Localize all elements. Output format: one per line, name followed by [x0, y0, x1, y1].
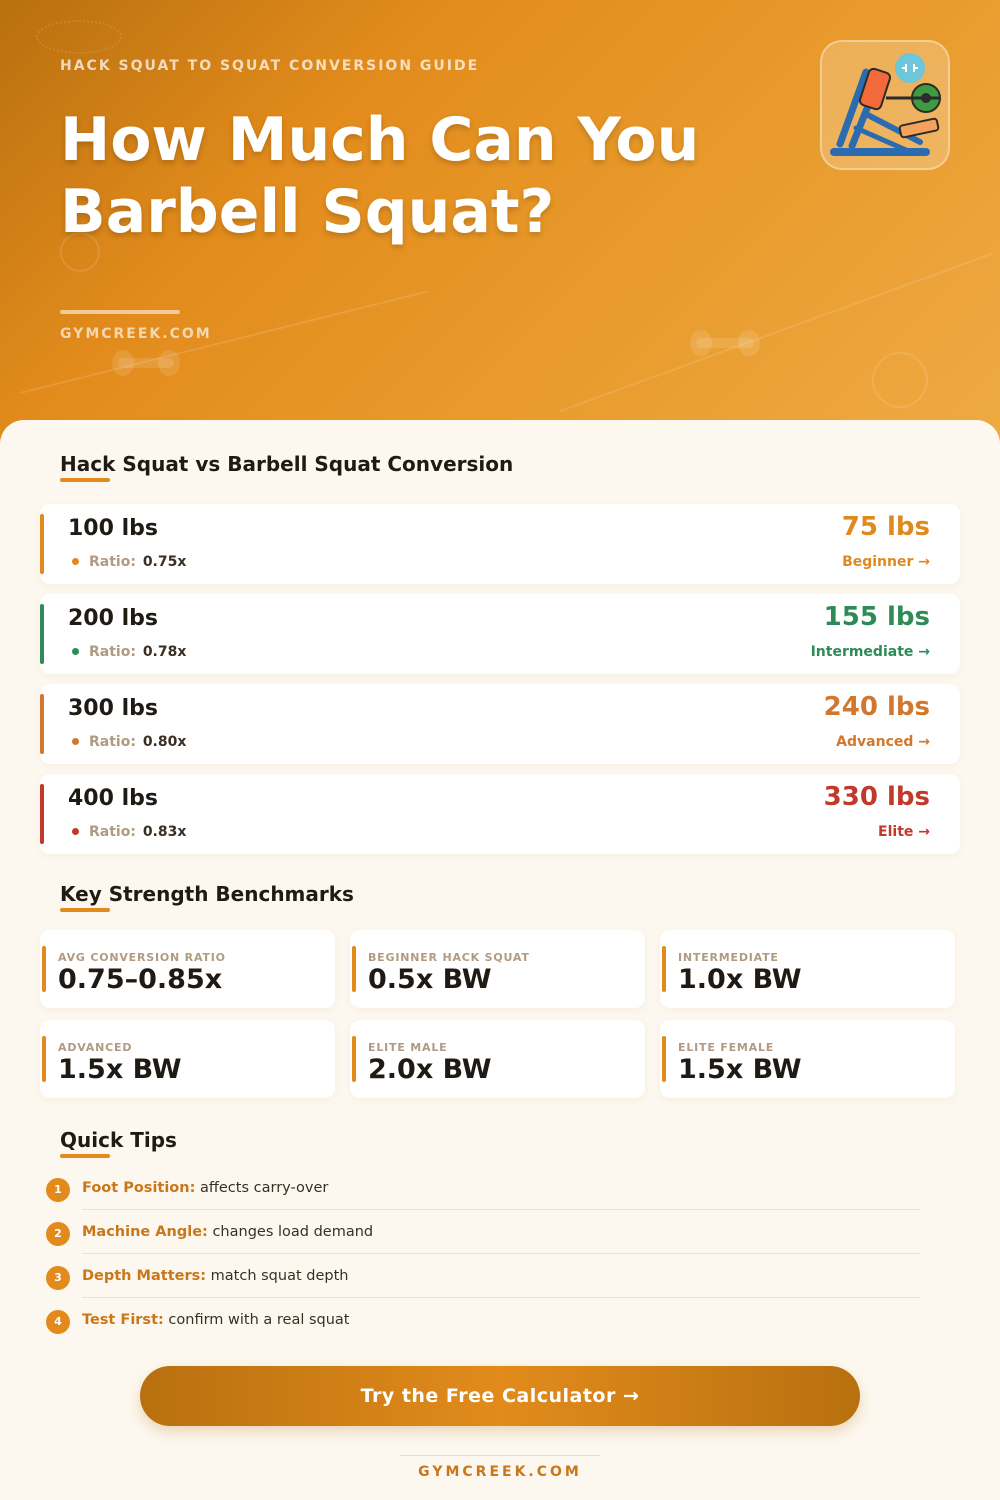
tip-description: changes load demand: [212, 1224, 374, 1240]
barbell-squat-weight: 75 lbs: [841, 512, 930, 542]
tip-number-badge: 1: [46, 1178, 70, 1202]
benchmark-card: [350, 930, 645, 1008]
title-divider: [60, 310, 180, 314]
decorative-line: [560, 253, 993, 412]
benchmark-label: BEGINNER HACK SQUAT: [368, 951, 530, 964]
card-accent-bar: [352, 1036, 356, 1082]
row-accent-bar: [40, 604, 44, 664]
ratio-label: Ratio:: [89, 644, 136, 660]
level-link[interactable]: Advanced →: [836, 734, 930, 750]
tip-text: [82, 1268, 348, 1284]
ratio-label: Ratio:: [89, 554, 136, 570]
decorative-line: [20, 290, 428, 394]
benchmark-value: 0.5x BW: [368, 964, 492, 995]
barbell-squat-weight: 330 lbs: [823, 782, 930, 812]
ratio-line: [72, 554, 186, 570]
barbell-squat-weight: 240 lbs: [823, 692, 930, 722]
level-link[interactable]: Beginner →: [842, 554, 930, 570]
decorative-ring: [872, 352, 928, 408]
tips-section-title: Quick Tips: [60, 1128, 177, 1152]
hack-squat-machine-icon: [820, 40, 950, 170]
tip-description: affects carry-over: [200, 1180, 329, 1196]
tip-text: [82, 1312, 350, 1328]
section-underline: [60, 478, 110, 482]
calculator-cta-button[interactable]: Try the Free Calculator →: [140, 1366, 860, 1426]
hack-squat-weight: 400 lbs: [68, 786, 158, 811]
ratio-line: [72, 734, 186, 750]
footer-divider: [400, 1455, 600, 1456]
tip-text: [82, 1180, 328, 1196]
header-site-name: GYMCREEK.COM: [60, 326, 212, 342]
ratio-dot: [72, 828, 79, 835]
tip-divider: [82, 1209, 920, 1210]
ratio-value: 0.78x: [142, 644, 187, 660]
card-accent-bar: [662, 1036, 666, 1082]
benchmarks-section-title: Key Strength Benchmarks: [60, 882, 354, 906]
section-underline: [60, 1154, 110, 1158]
header-kicker: HACK SQUAT TO SQUAT CONVERSION GUIDE: [60, 58, 480, 74]
hack-squat-weight: 100 lbs: [68, 516, 158, 541]
tip-divider: [82, 1253, 920, 1254]
benchmark-label: ADVANCED: [58, 1041, 133, 1054]
tip-heading: Test First:: [82, 1312, 164, 1328]
ratio-value: 0.83x: [142, 824, 187, 840]
tip-number-badge: 4: [46, 1310, 70, 1334]
ratio-dot: [72, 558, 79, 565]
ratio-line: [72, 824, 186, 840]
conversion-row: [40, 774, 960, 854]
ratio-label: Ratio:: [89, 734, 136, 750]
row-accent-bar: [40, 514, 44, 574]
ratio-dot: [72, 738, 79, 745]
card-accent-bar: [42, 946, 46, 992]
section-underline: [60, 908, 110, 912]
tip-item: [46, 1266, 920, 1310]
row-accent-bar: [40, 694, 44, 754]
page-title: How Much Can You Barbell Squat?: [60, 105, 700, 247]
ratio-value: 0.80x: [142, 734, 187, 750]
tip-heading: Machine Angle:: [82, 1224, 208, 1240]
conversion-row: [40, 684, 960, 764]
conversion-row: [40, 504, 960, 584]
benchmark-card: [660, 1020, 955, 1098]
tip-item: [46, 1178, 920, 1222]
benchmark-value: 1.5x BW: [678, 1054, 802, 1085]
tip-number-badge: 2: [46, 1222, 70, 1246]
benchmark-value: 1.5x BW: [58, 1054, 182, 1085]
tip-item: [46, 1222, 920, 1266]
level-link[interactable]: Intermediate →: [810, 644, 930, 660]
tip-number-badge: 3: [46, 1266, 70, 1290]
decorative-ring: [36, 20, 122, 54]
benchmark-value: 2.0x BW: [368, 1054, 492, 1085]
footer-site-name[interactable]: GYMCREEK.COM: [418, 1464, 582, 1480]
benchmark-value: 1.0x BW: [678, 964, 802, 995]
ratio-label: Ratio:: [89, 824, 136, 840]
tip-heading: Foot Position:: [82, 1180, 196, 1196]
ratio-value: 0.75x: [142, 554, 187, 570]
level-link[interactable]: Elite →: [878, 824, 930, 840]
row-accent-bar: [40, 784, 44, 844]
tip-text: [82, 1224, 373, 1240]
benchmark-label: ELITE MALE: [368, 1041, 448, 1054]
ratio-dot: [72, 648, 79, 655]
hack-squat-weight: 300 lbs: [68, 696, 158, 721]
card-accent-bar: [42, 1036, 46, 1082]
tip-item: [46, 1310, 920, 1354]
benchmark-card: [350, 1020, 645, 1098]
tip-divider: [82, 1297, 920, 1298]
conversion-row: [40, 594, 960, 674]
barbell-squat-weight: 155 lbs: [823, 602, 930, 632]
card-accent-bar: [662, 946, 666, 992]
ratio-line: [72, 644, 186, 660]
hack-squat-weight: 200 lbs: [68, 606, 158, 631]
tip-description: match squat depth: [210, 1268, 349, 1284]
conversion-section-title: Hack Squat vs Barbell Squat Conversion: [60, 452, 514, 476]
main-content: [0, 420, 1000, 1500]
benchmark-card: [660, 930, 955, 1008]
tip-description: confirm with a real squat: [168, 1312, 350, 1328]
benchmark-label: AVG CONVERSION RATIO: [58, 951, 226, 964]
benchmark-label: ELITE FEMALE: [678, 1041, 775, 1054]
tip-heading: Depth Matters:: [82, 1268, 207, 1284]
benchmark-card: [40, 930, 335, 1008]
benchmark-label: INTERMEDIATE: [678, 951, 779, 964]
benchmark-card: [40, 1020, 335, 1098]
benchmark-value: 0.75–0.85x: [58, 964, 223, 995]
card-accent-bar: [352, 946, 356, 992]
hero-banner: [0, 0, 1000, 460]
